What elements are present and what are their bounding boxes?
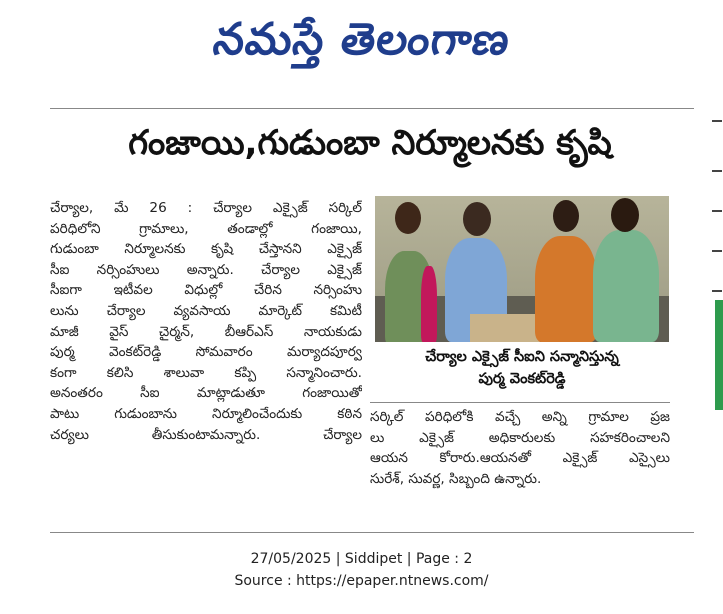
caption-line: చేర్యాల ఎక్సైజ్ సీఐని సన్మానిస్తున్న (425, 349, 619, 365)
photo-caption (375, 346, 669, 394)
masthead-divider (50, 108, 694, 109)
article-line: పాటు గుడుంబాను నిర్మూలించేందుకు కఠిన (50, 405, 362, 422)
article-headline: గంజాయి,గుడుంబా నిర్మూలనకు కృషి (128, 123, 612, 163)
article-line: మాజీ వైస్ చైర్మన్, బీఆర్ఎస్ నాయకుడు (50, 323, 362, 340)
source-url: Source : https://epaper.ntnews.com/ (234, 573, 489, 589)
edition-info: 27/05/2025 | Siddipet | Page : 2 (250, 551, 473, 567)
article-line: పుర్మ వెంకట్‌రెడ్డి సోమవారం మర్యాదపూర్వ (50, 344, 362, 361)
article-line: చర్యలు తీసుకుంటామన్నారు. చేర్యాల (50, 426, 362, 443)
article-line: సురేశ్, సువర్ణ, సిబ్బంది ఉన్నారు. (370, 470, 542, 487)
article-line: గుడుంబా నిర్మూలనకు కృషి చేస్తానని ఎక్సైజ్ (50, 241, 362, 258)
article-line: అనంతరం సీఐ మాట్లాడుతూ గంజాయితో (50, 385, 362, 402)
page-footer (0, 548, 723, 592)
article-body-right (370, 407, 670, 489)
newspaper-name: నమస్తే తెలంగాణ (210, 14, 514, 65)
footer-divider (50, 532, 694, 533)
news-photo (375, 196, 669, 342)
caption-divider (370, 402, 670, 403)
article-line: సర్కిల్ పరిధిలోకి వచ్చే అన్ని గ్రామాల ప్రజ (370, 409, 670, 425)
article-line: సీఐ నర్సింహులు అన్నారు. చేర్యాల ఎక్సైజ్ (50, 261, 362, 278)
article-line: లును చేర్యాల వ్యవసాయ మార్కెట్ కమిటీ (50, 302, 362, 319)
article-line: లు ఎక్సైజ్ అధికారులకు సహకరించాలని (370, 429, 670, 446)
article-line: సీఐగా ఇటీవల విధుల్లో చేరిన నర్సింహు (50, 282, 362, 299)
article-line: ఆయన కోరారు.ఆయనతో ఎక్సైజ్ ఎస్సైలు (370, 450, 670, 467)
caption-line: పుర్మ వెంకట్‌రెడ్డి (478, 371, 566, 387)
article-line: చేర్యాల, మే 26 : చేర్యాల ఎక్సైజ్ సర్కిల్ (50, 200, 362, 216)
article-line: పరిధిలోని గ్రామాలు, తండాల్లో గంజాయి, (50, 220, 362, 237)
adjacent-green-bar (715, 300, 723, 410)
masthead (0, 0, 723, 90)
article-body-left (50, 198, 362, 445)
article-line: కంగా కలిసి శాలువా కప్పి సన్మానించారు. (50, 364, 362, 381)
